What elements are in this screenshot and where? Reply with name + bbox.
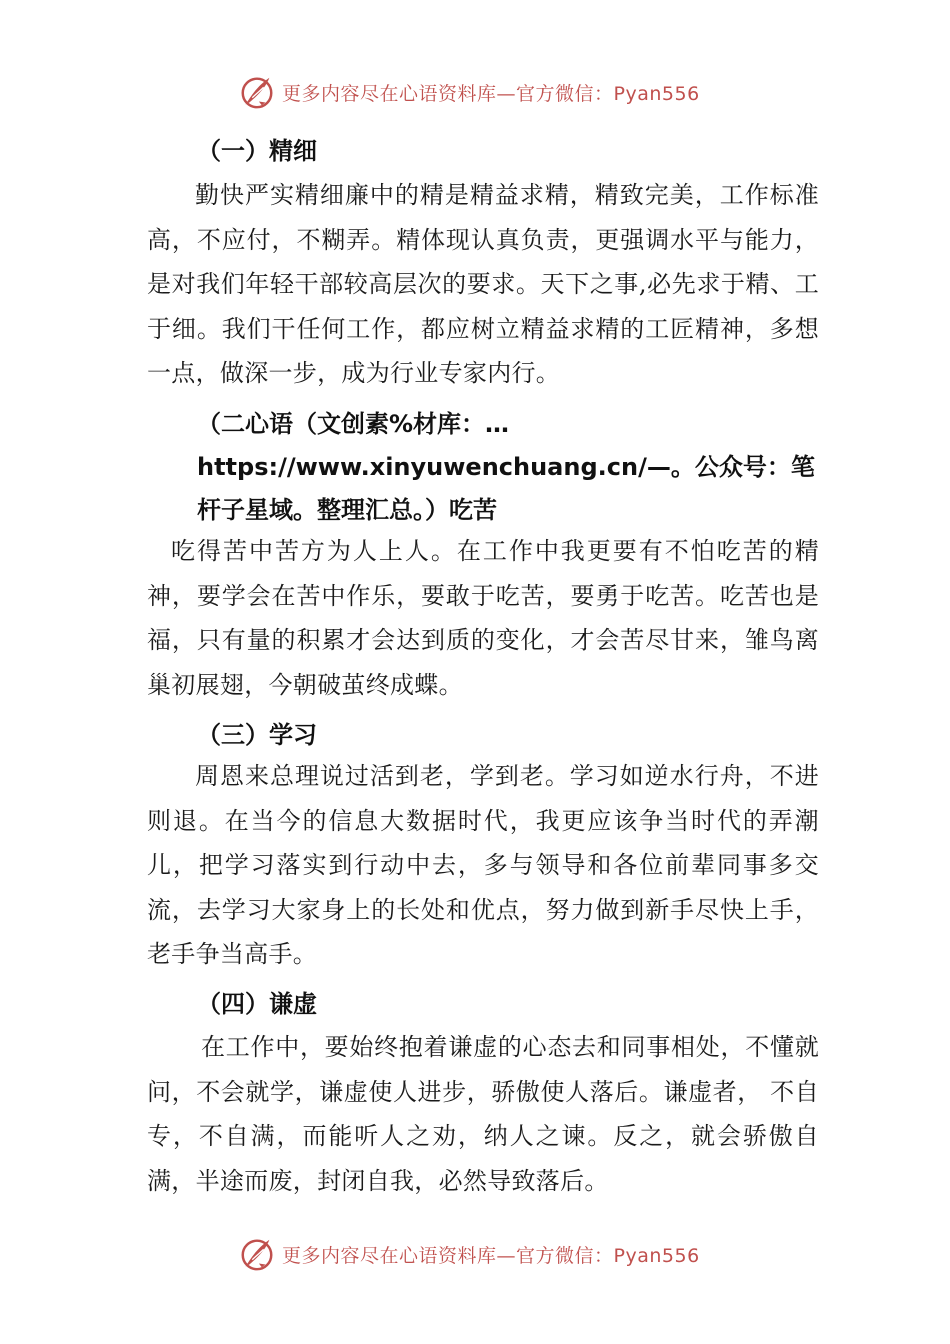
section-3-heading: （三）学习 xyxy=(197,721,317,749)
section-3-paragraph: 周恩来总理说过活到老，学到老。学习如逆水行舟，不进则退。在当今的信息大数据时代，我更应该争当时代的弄潮儿，把学习落实到行动中去，多与领导和各位前辈同事多交流，去学习大家身上的长处和优点，努力做到新手尽快上手，老手争当高手。 xyxy=(147,762,819,968)
section-1-paragraph: 勤快严实精细廉中的精是精益求精，精致完美，工作标准高，不应付，不糊弄。精体现认真负责，更强调水平与能力，是对我们年轻干部较高层次的要求。天下之事,必先求于精、工于细。我们干任何工作，都应树立精益求精的工匠精神，多想一点，做深一步，成为行业专家内行。 xyxy=(147,181,819,387)
watermark-text: 更多内容尽在心语资料库—官方微信：Pyan556 xyxy=(282,1244,700,1267)
header-watermark xyxy=(238,72,700,112)
section-4-heading: （四）谦虚 xyxy=(197,990,317,1018)
quill-logo-icon xyxy=(238,1235,276,1273)
watermark-text: 更多内容尽在心语资料库—官方微信：Pyan556 xyxy=(282,82,700,105)
watermark-account: Pyan556 xyxy=(613,1244,700,1267)
section-2-paragraph: 吃得苦中苦方为人上人。在工作中我更要有不怕吃苦的精神，要学会在苦中作乐，要敢于吃苦，要勇于吃苦。吃苦也是福，只有量的积累才会达到质的变化，才会苦尽甘来，雏鸟离巢初展翅，今朝破茧终成蝶。 xyxy=(147,537,819,699)
quill-logo-icon xyxy=(238,73,276,111)
footer-watermark xyxy=(238,1234,700,1274)
section-1-heading: （一）精细 xyxy=(197,137,317,165)
section-4-paragraph: 在工作中，要始终抱着谦虚的心态去和同事相处，不懂就问，不会就学，谦虚使人进步，骄傲使人落后。谦虚者， 不自专，不自满，而能听人之劝，纳人之谏。反之，就会骄傲自满，半途而废，封闭自我，必然导致落后。 xyxy=(147,1033,819,1195)
section-2-heading: （二心语（文创素%材库：…https://www.xinyuwenchuang.cn/—。公众号：笔杆子星域。整理汇总。）吃苦 xyxy=(197,410,815,524)
watermark-account: Pyan556 xyxy=(613,82,700,105)
